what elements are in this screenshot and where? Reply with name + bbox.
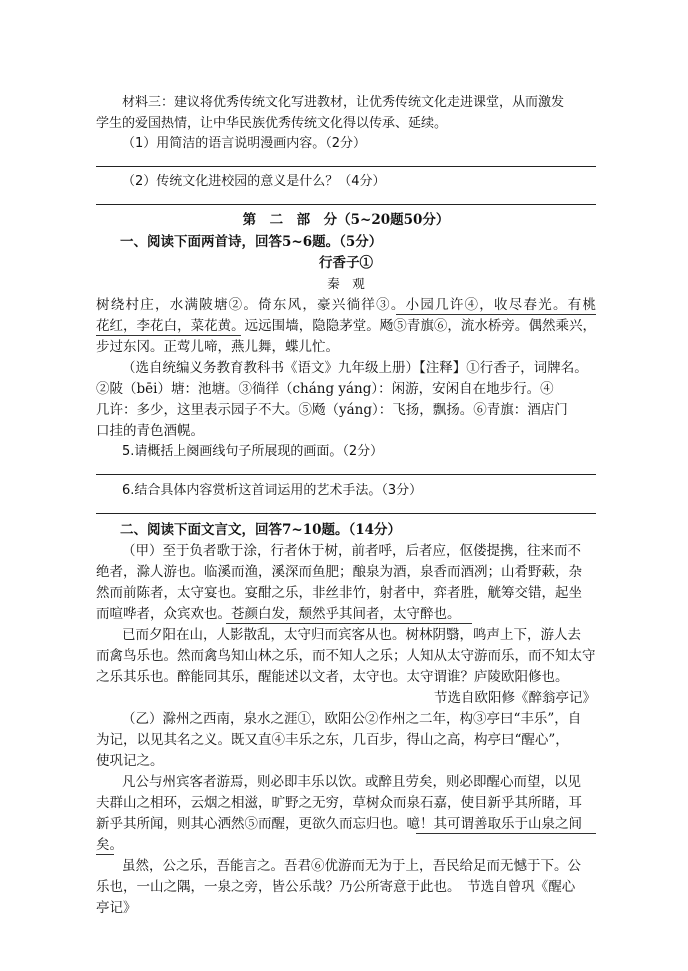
passage-yi-line-5: 夫群山之相环，云烟之相滋，旷野之无穷，草树众而泉石嘉，使目新乎其所睹，耳 [96, 795, 582, 811]
poem-text: 花红，李花白，菜花黄。远远围墙，隐隐茅堂。飏⑤青旗⑥，流水桥旁。偶然乘兴， [96, 318, 596, 334]
passage-jia-line-3: 然而前陈者，太守宴也。宴酣之乐，非丝非竹，射者中，弈者胜，觥筹交错，起坐 [96, 585, 582, 601]
passage-jia-line-4: 而喧哗者，众宾欢也。苍颜白发，颓然乎其间者，太守醉也。 [96, 606, 461, 622]
underline-yi-2 [96, 854, 114, 855]
passage-yi-line-4: 凡公与州宾客者游焉，则必即丰乐以饮。或醉且劳矣，则必即醒心而望，以见 [122, 774, 581, 790]
passage-yi-line-3: 使巩记之。 [96, 753, 164, 769]
material3-line2: 学生的爱国热情，让中华民族优秀传统文化得以传承、延续。 [96, 116, 448, 131]
passage-yi-line-8: 虽然，公之乐，吾能言之。吾君⑥优游而无为于上，吾民给足而无憾于下。公 [122, 858, 581, 874]
answer-line-2 [96, 204, 596, 205]
poem-line-2 [96, 316, 596, 336]
note-line-2: ②陂（bēi）塘：池塘。③徜徉（cháng yáng）：闲游，安闲自在地步行。④ [96, 381, 554, 397]
answer-line-5 [96, 474, 596, 475]
material3-line1: 材料三：建议将优秀传统文化写进教材，让优秀传统文化走进课堂，从而激发 [122, 95, 565, 110]
poem-line-1 [96, 295, 596, 315]
passage-jia-source: 节选自欧阳修《醉翁亭记》 [434, 690, 596, 706]
passage-jia-line-2: 绝者，滁人游也。临溪而渔，溪深而鱼肥；酿泉为酒，泉香而酒冽；山肴野蔌，杂 [96, 564, 582, 580]
answer-line-1 [96, 166, 596, 167]
passage-jia-line-6: 而禽鸟乐也。然而禽鸟知山林之乐，而不知人之乐；人知从太守游而乐，而不知太守 [96, 648, 596, 664]
answer-line-6 [96, 513, 596, 514]
underline-yi-1 [416, 833, 596, 834]
question-5: 5.请概括上阕画线句子所展现的画面。（2分） [122, 444, 384, 459]
note-line-3: 几许：多少，这里表示园子不大。⑤飏（yáng）：飞扬，飘扬。⑥青旗：酒店门 [96, 402, 568, 418]
note-line-4: 口挂的青色酒幌。 [96, 423, 204, 439]
question-1: （1）用简洁的语言说明漫画内容。（2分） [122, 136, 367, 151]
underline-jia [226, 623, 472, 624]
passage-yi-line-7: 矣。 [96, 837, 123, 853]
passage-jia-line-7: 之乐其乐也。醉能同其乐，醒能述以文者，太守也。太守谓谁？庐陵欧阳修也。 [96, 669, 569, 685]
question-6: 6.结合具体内容赏析这首词运用的艺术手法。（3分） [122, 483, 423, 498]
question-2: （2）传统文化进校园的意义是什么？（4分） [122, 174, 386, 189]
section1-heading: 一、阅读下面两首诗，回答5~6题。（5分） [120, 234, 383, 250]
passage-yi-line-2: 为记，以见其名之义。既又直④丰乐之东，几百步，得山之高，构亭曰“醒心”， [96, 732, 569, 748]
passage-jia-line-5: 已而夕阳在山，人影散乱，太守归而宾客从也。树林阴翳，鸣声上下，游人去 [122, 627, 581, 643]
note-line-1: （选自统编义务教育教科书《语文》九年级上册）【注释】①行香子，词牌名。 [122, 360, 588, 376]
passage-jia-line-1: （甲）至于负者歌于涂，行者休于树，前者呼，后者应，伛偻提携，往来而不 [122, 543, 581, 559]
poem-title: 行香子① [319, 255, 373, 271]
poem-author: 秦 观 [327, 276, 365, 291]
passage-yi-line-1: （乙）滁州之西南，泉水之涯①，欧阳公②作州之二年，构③亭曰“丰乐”，自 [122, 711, 582, 727]
poem-line-3: 步过东冈。正莺儿啼，燕儿舞，蝶儿忙。 [96, 339, 339, 355]
section2-heading: 二、阅读下面文言文，回答7~10题。（14分） [120, 522, 402, 538]
part2-title: 第 二 部 分（5~20题50分） [242, 212, 450, 228]
passage-yi-line-10: 亭记》 [96, 900, 137, 916]
passage-yi-line-9: 乐也，一山之隅，一泉之旁，皆公乐哉？乃公所寄意于此也。 节选自曾巩《醒心 [96, 879, 576, 895]
poem-text: 树绕村庄，水满陂塘②。倚东风，豪兴徜徉③。小园几许④，收尽春光。有桃 [96, 297, 596, 313]
underline-poem-1 [396, 314, 596, 315]
passage-yi-line-6: 新乎其所闻，则其心洒然⑤而醒，更欲久而忘归也。噫！其可谓善取乐于山泉之间 [96, 816, 582, 832]
underline-poem-2 [96, 335, 241, 336]
